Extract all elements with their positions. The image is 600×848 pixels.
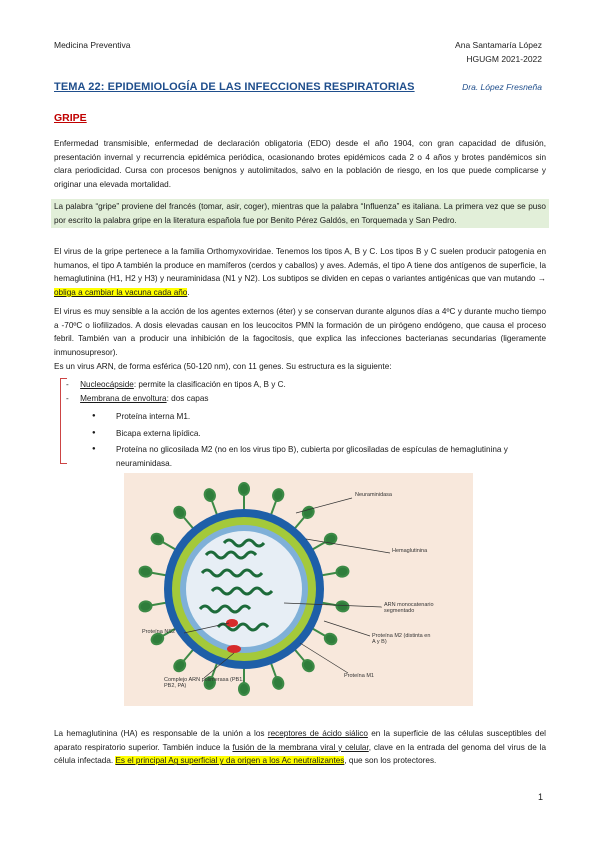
label-m2: Proteína M2 (distinta en A y B) [372, 633, 431, 645]
list-item: - Nucleocápside: permite la clasificación en tipos A, B y C. [66, 380, 286, 389]
bullet-item: ● Proteína no glicosilada M2 (no en los virus tipo B), cubierta por glicosiladas de espículas de hemaglutinina y neuraminidasa. [92, 443, 546, 470]
p5-b: en la superficie de las células susceptibles del aparato respiratorio superior. También induce la [54, 729, 546, 752]
header-right-course: HGUGM 2021-2022 [466, 54, 542, 64]
p5-receptores: receptores de ácido siálico [267, 729, 368, 738]
polymerase-complex [227, 645, 241, 653]
author: Dra. López Fresneña [462, 82, 542, 92]
label-neuraminidasa: Neuraminidasa [355, 492, 392, 498]
label-hemaglutinina: Hemaglutinina [392, 548, 428, 554]
paragraph-intro: Enfermedad transmisible, enfermedad de declaración obligatoria (EDO) desde el año 1904, con gran capacidad de difusión, presentación invernal y recurrencia epidémica periódica, ocasionando brotes epidémicos cada 2 o 4 años y brotes pandémicos sin clara periodicidad. Cursa con procesos benignos y autolimitados, salvo en la población de riesgo, en los que puede complicarse y originar una elevada mortalidad. [54, 139, 546, 189]
header-right-name: Ana Santamaría López [455, 40, 542, 50]
list-item: - Membrana de envoltura: dos capas [66, 394, 209, 403]
paragraph-hemaglutinina [54, 727, 546, 768]
header-left: Medicina Preventiva [54, 40, 131, 50]
term-nucleocapside: Nucleocápside [80, 380, 134, 389]
page-title: TEMA 22: EPIDEMIOLOGÍA DE LAS INFECCIONES RESPIRATORIAS [54, 81, 415, 93]
membrane-bullets [92, 410, 546, 473]
structure-list [66, 378, 286, 406]
term-desc: : permite la clasificación en tipos A, B y C. [133, 380, 286, 389]
virus-diagram [124, 473, 473, 706]
highlight-vaccine: obliga a cambiar la vacuna cada año [54, 287, 188, 297]
p5-a: La hemaglutinina (HA) es responsable de la unión a los [54, 729, 268, 738]
paragraph-sensitivity: El virus es muy sensible a la acción de los agentes externos (éter) y se conservan durante algunos días a 4ºC y durante mucho tiempo a -70ºC o liofilizados. A dosis elevadas causan en los leucocitos PMN la formación de un pirógeno endógeno, que causa el proceso febril. También van a producir una inhibición de la fagocitosis, que explica las infecciones bacterianas secundarias (ligeramente inmunosupresor). [54, 307, 546, 357]
etymology-box: La palabra “gripe” proviene del francés (tomar, asir, coger), mientras que la palabra “Influenza” es italiana. La primera vez que se puso por escrito la palabra gripe en la literatura española fue por Benito Pérez Galdós, en Torquemada y San Pedro. [51, 199, 549, 228]
paragraph-virus-types [54, 245, 546, 299]
label-arn: ARN monocatenario segmentado [384, 602, 434, 614]
label-m1: Proteína M1 [344, 673, 374, 679]
core [186, 531, 302, 647]
term-desc: : dos capas [166, 394, 209, 403]
label-complejo: Complejo ARN polimerasa (PB1, PB2, PA) [164, 677, 244, 689]
label-ns2: Proteína NS2 [142, 629, 176, 635]
p5-fusion: fusión de la membrana viral y celular [232, 742, 369, 752]
p5-c: , clave en la entrada del genoma del virus de la célula infectada. [54, 742, 546, 766]
highlight-antigen: Es el principal Ag superficial y da origen a los Ac neutralizantes [115, 756, 345, 766]
section-heading: GRIPE [54, 112, 87, 124]
term-membrana: Membrana de envoltura [80, 394, 167, 403]
paragraph-structure-intro: Es un virus ARN, de forma esférica (50-120 nm), con 11 genes. Su estructura es la siguiente: [54, 362, 392, 371]
p2-end: . [187, 287, 190, 297]
virus-illustration [124, 473, 473, 706]
p2-text: El virus de la gripe pertenece a la familia Orthomyxoviridae. Tenemos los tipos A, B y C. Los tipos B y C suelen producir patogenia en humanos, el tipo A también la produce en mamíferos (cerdos y caballos) y aves. Además, el tipo A tiene dos antígenos de superficie, la hemaglutinina (H1, H2 y H3) y neuraminidasa (N1 y N2). Los subtipos se dividen en cepas o variantes antigénicas que van mutando → [54, 247, 546, 284]
bullet-item: ● Proteína interna M1. [92, 410, 546, 424]
page-number: 1 [537, 792, 543, 802]
p5-d: , que son los protectores. [344, 756, 437, 766]
bullet-item: ● Bicapa externa lipídica. [92, 427, 546, 441]
